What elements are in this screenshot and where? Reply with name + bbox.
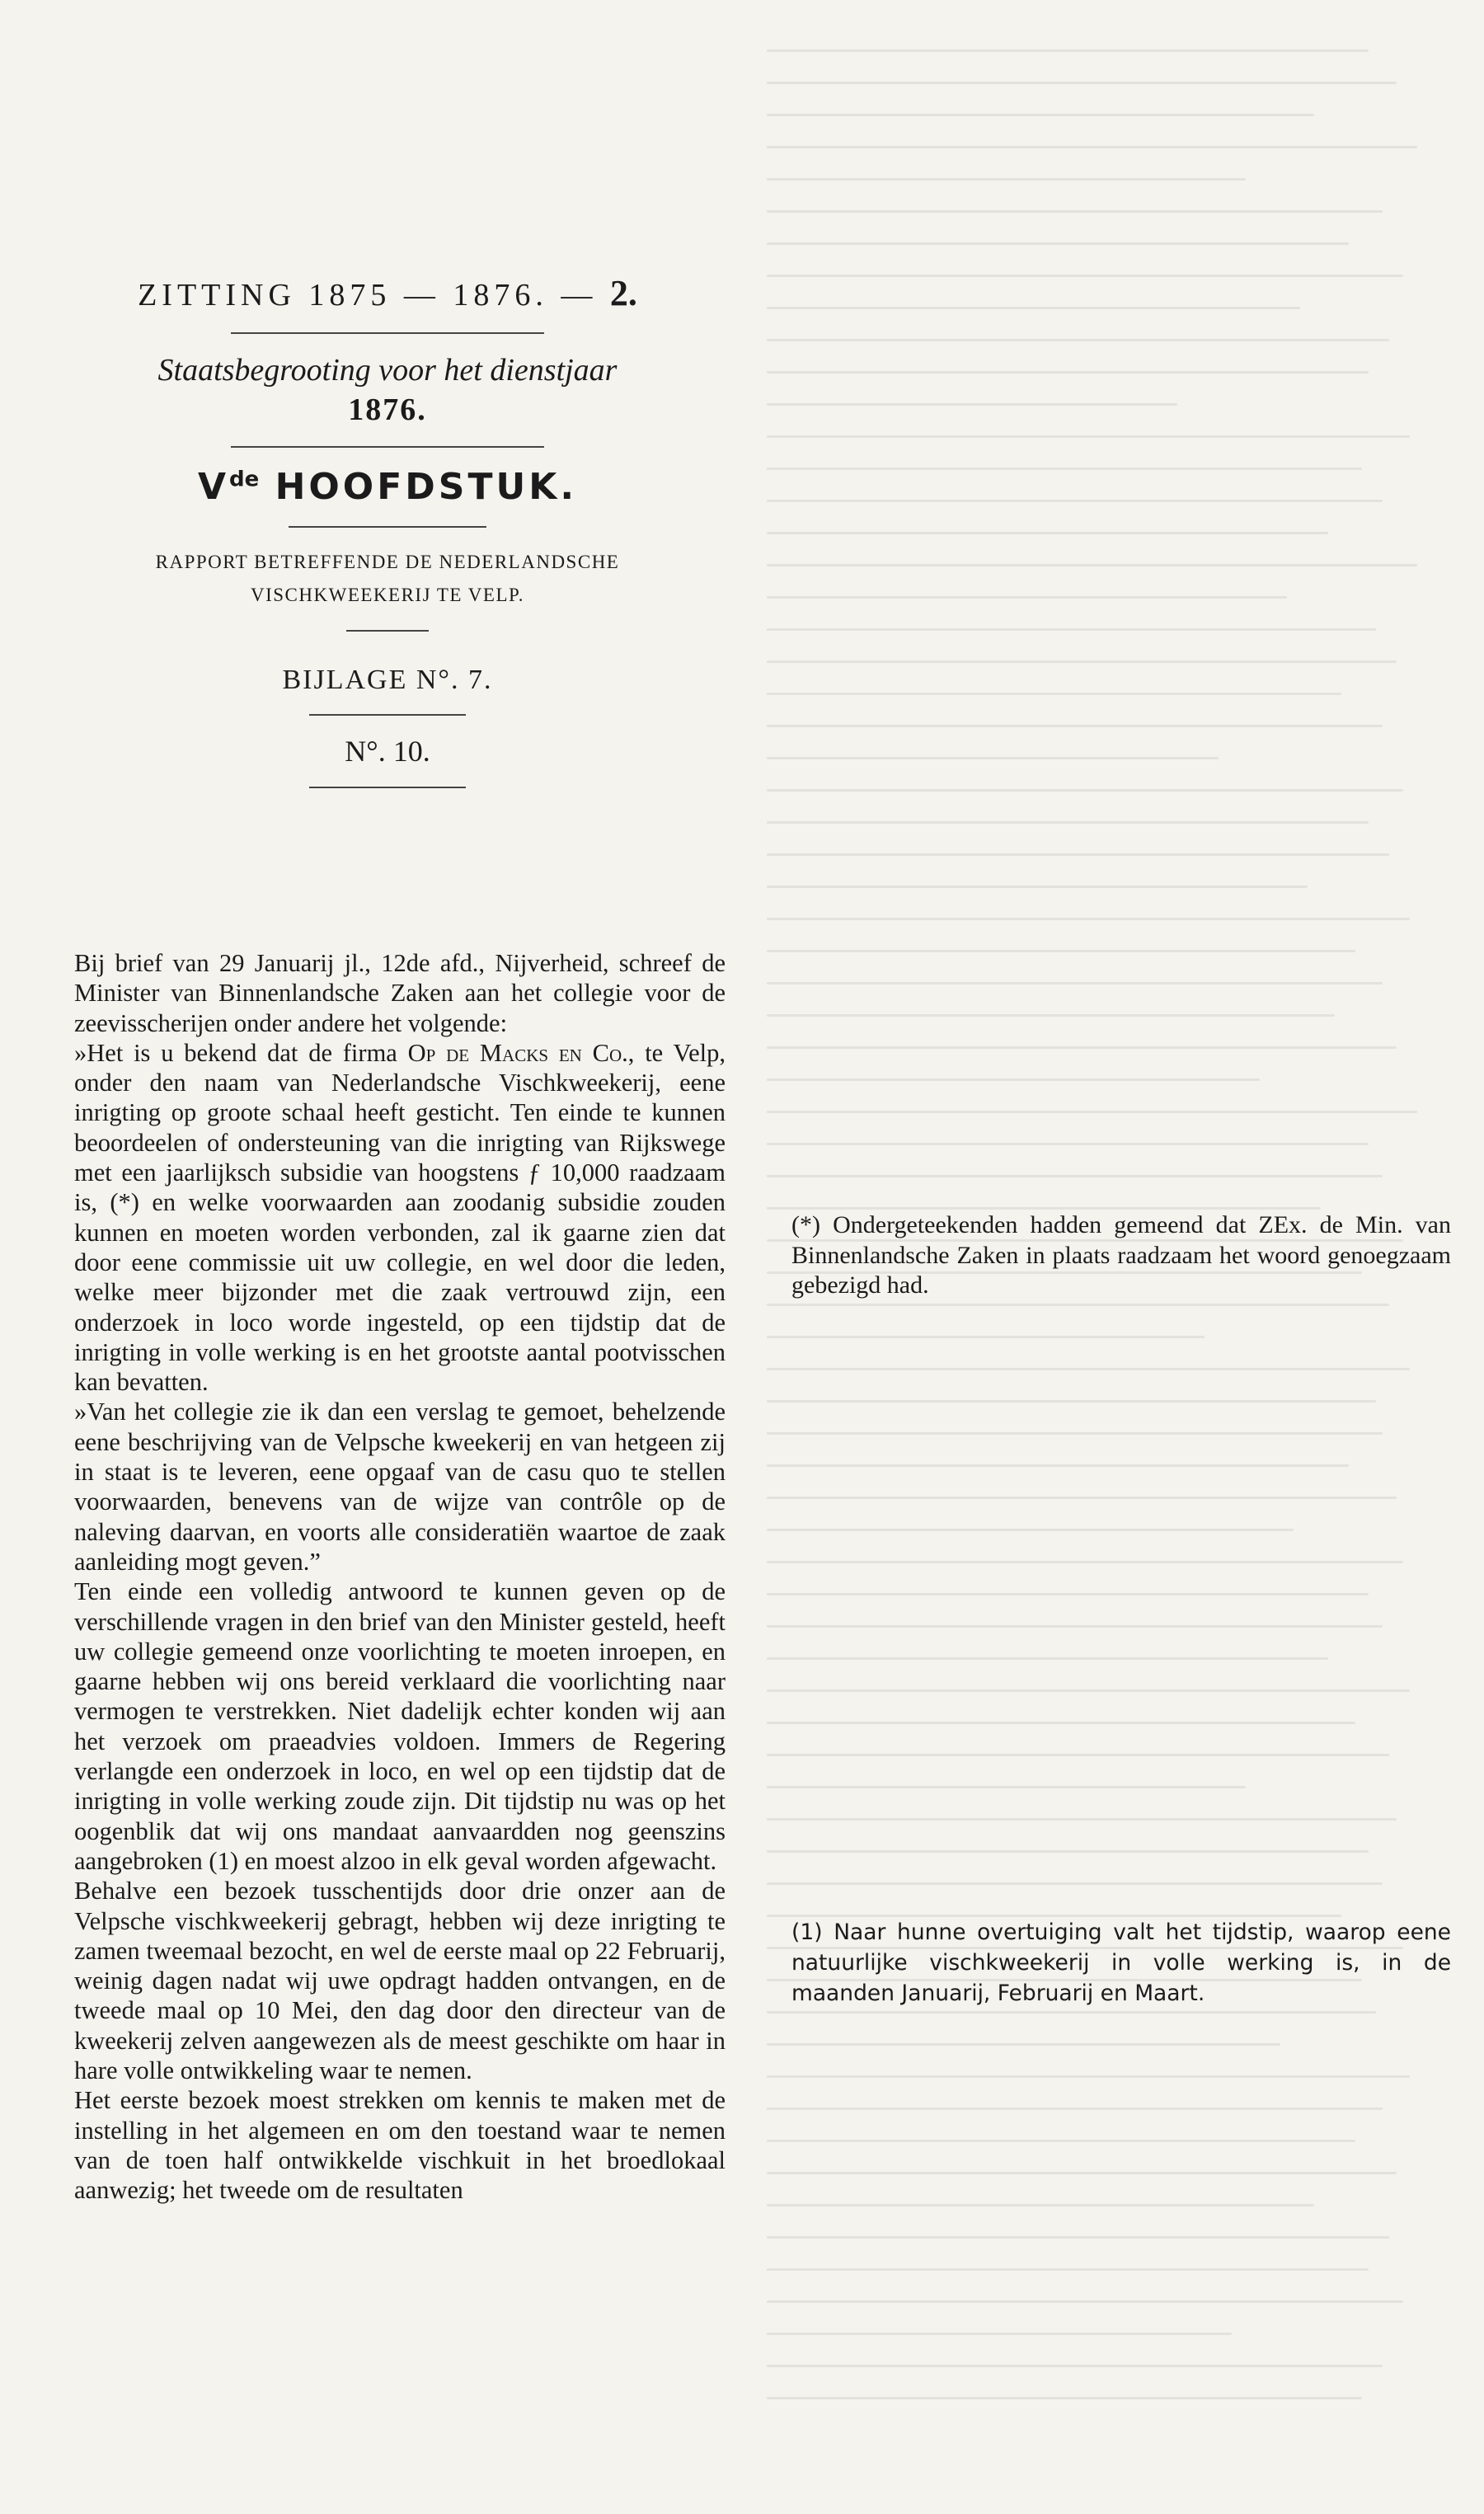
paragraph-5: Behalve een bezoek tusschentijds door drie onzer aan de Velpsche vischkweekerij gebragt, hebben wij deze inrigting te zamen tweemaal bezocht, en wel de eerste maal op 22 Februarij, weinig dagen nadat wij uwe opdragt hadden ontvangen, en de tweede maal op 10 Mei, den dag door den directeur van de kweekerij zelven aangewezen als de meest geschikte om haar in hare volle ontwikkeling waar te nemen. [74, 1877, 726, 2084]
report-title-line2: VISCHKWEEKERIJ TE VELP. [250, 585, 524, 605]
chapter-word: HOOFDSTUK. [275, 466, 578, 508]
paragraph-2 [74, 1038, 726, 1398]
divider [346, 630, 429, 632]
divider [289, 526, 486, 528]
paragraph-4: Ten einde een volledig antwoord te kunnen geven op de verschillende vragen in den brief van den Minister gesteld, heeft uw collegie gemeend onze voorlichting te moeten inroepen, en gaarne hebben wij ons bereid verklaard die voorlichting naar vermogen te verstrekken. Niet dadelijk echter konden wij aan het verzoek om praeadvies voldoen. Immers de Regering verlangde een onderzoek in loco, en wel op een tijdstip dat de inrigting in volle werking zoude zijn. Dit tijdstip nu was op het oogenblik dat wij ons mandaat aanvaardden nog geenszins aangebroken (1) en moest alzoo in elk geval worden afgewacht. [74, 1577, 726, 1875]
divider [309, 714, 466, 716]
budget-year: 1876. [348, 392, 427, 427]
chapter-sup: de [229, 467, 260, 492]
session-label: ZITTING 1875 — 1876. — [138, 278, 598, 312]
firm-name: Op de Macks en Co. [407, 1038, 628, 1067]
paragraph-3: »Van het collegie zie ik dan een verslag te gemoet, behelzende eene beschrijving van de Velpsche kweekerij en van hetgeen zij in staat is te leveren, eene opgaaf van de casu quo te stellen voorwaarden, benevens van de wijze van contrôle op de naleving daarvan, en voorts alle consideratiën waartoe de zaak aanleiding mogt geven.” [74, 1398, 726, 1576]
session-line [99, 272, 676, 314]
body-column [74, 948, 726, 2205]
footnote-1 [791, 1917, 1451, 2009]
appendix-label: BIJLAGE N°. 7. [282, 665, 493, 695]
divider [309, 787, 466, 788]
paragraph-2-rest: , te Velp, onder den naam van Nederlandsche Vischkweekerij, eene inrigting op groote schaal heeft gesticht. Ten einde te kunnen beoordeelen of ondersteuning van die inrigting van Rijkswege met een jaarlijksch subsidie van hoogstens ƒ 10,000 raadzaam is, (*) en welke voorwaarden aan zoodanig subsidie zouden kunnen en moeten worden verbonden, zal ik gaarne zien dat door eene commissie uit uw collegie, en wel door die leden, welke meer bijzonder met die zaak vertrouwd zijn, een onderzoek in loco worde ingesteld, op een tijdstip dat de inrigting in volle werking is en het grootste aantal pootvisschen kan bevatten. [74, 1038, 726, 1397]
document-header [99, 247, 676, 806]
report-title-line1: RAPPORT BETREFFENDE DE NEDERLANDSCHE [155, 552, 620, 572]
session-number: 2. [609, 273, 637, 313]
budget-title: Staatsbegrooting voor het dienstjaar [157, 353, 618, 388]
document-number: N°. 10. [345, 735, 430, 768]
paragraph-6: Het eerste bezoek moest strekken om kennis te maken met de instelling in het algemeen en om den toestand waar te nemen van de toen half ontwikkelde vischkuit in het broedlokaal aanwezig; het tweede om de resultaten [74, 2086, 726, 2205]
footnote-2-text: (1) Naar hunne overtuiging valt het tijdstip, waarop eene natuurlijke vischkweekerij in volle werking is, in de maanden Januarij, Februarij en Maart. [791, 1920, 1451, 2006]
divider [231, 332, 544, 334]
footnote-1-text: (*) Ondergeteekenden hadden gemeend dat ZEx. de Min. van Binnenlandsche Zaken in plaats raadzaam het woord genoegzaam gebezigd had. [791, 1211, 1451, 1299]
footnote-asterisk [791, 1210, 1451, 1301]
report-title [99, 546, 676, 612]
divider [231, 446, 544, 448]
chapter-prefix: V [197, 466, 229, 508]
paragraph-1: Bij brief van 29 Januarij jl., 12de afd., Nijverheid, schreef de Minister van Binnenlandsche Zaken aan het collegie voor de zeevisscherijen onder andere het volgende: [74, 949, 726, 1037]
paragraph-2-start: »Het is u bekend dat de firma [74, 1038, 408, 1067]
chapter-title [99, 466, 676, 508]
